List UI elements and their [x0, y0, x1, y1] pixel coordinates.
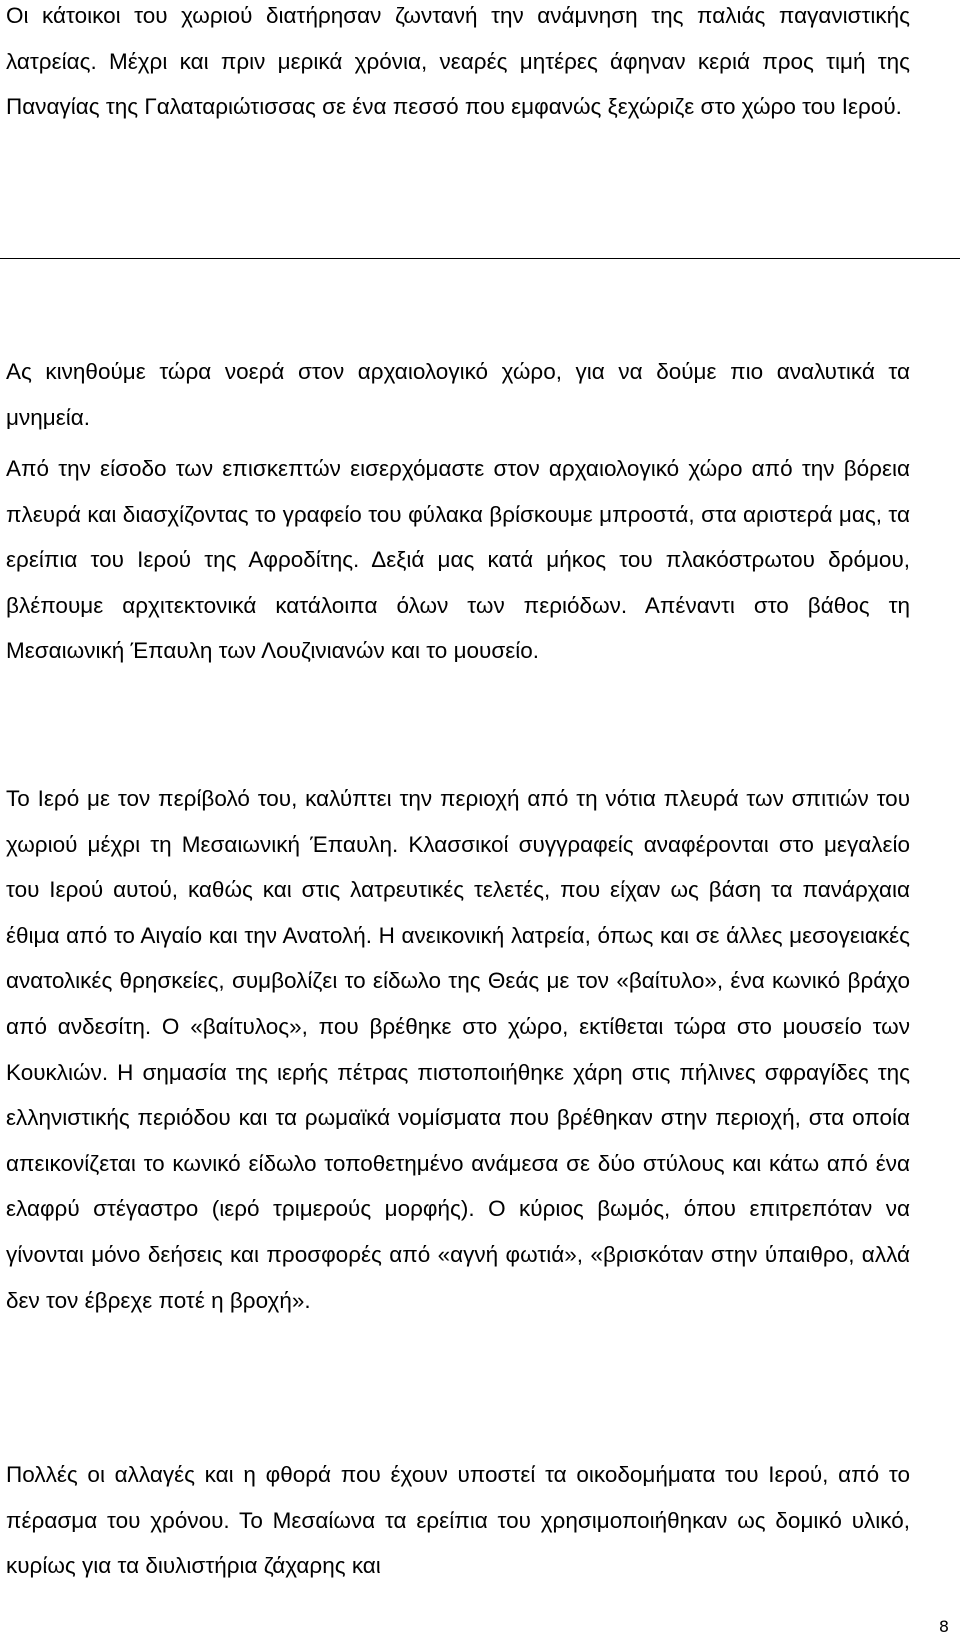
paragraph-site-entrance: Από την είσοδο των επισκεπτών εισερχόμαστε στον αρχαιολογικό χώρο από την βόρεια πλευρά και διασχίζοντας το γραφείο του φύλακα βρίσκουμε μπροστά, στα αριστερά μας, τα ερείπια του Ιερού της Αφροδίτης. Δεξιά μας κατά μήκος του πλακόστρωτου δρόμου, βλέπουμε αρχιτεκτονικά κατάλοιπα όλων των περιόδων. Απέναντι στο βάθος τη Μεσαιωνική Έπαυλη των Λουζινιανών και το μουσείο.: [6, 456, 910, 664]
paragraph-sanctuary-description: Το Ιερό με τον περίβολό του, καλύπτει την περιοχή από τη νότια πλευρά των σπιτιών του χωριού μέχρι τη Μεσαιωνική Έπαυλη. Κλασσικοί συγγραφείς αναφέρονται στο μεγαλείο του Ιερού αυτού, καθώς και στις λατρευτικές τελετές, που είχαν ως βάση τα πανάρχαια έθιμα από το Αιγαίο και την Ανατολή. Η ανεικονική λατρεία, όπως και σε άλλες μεσογειακές ανατολικές θρησκείες, συμβολίζει το είδωλο της Θεάς με τον «βαίτυλο», ένα κωνικό βράχο από ανδεσίτη. Ο «βαίτυλος», που βρέθηκε στο χώρο, εκτίθεται τώρα στο μουσείο των Κουκλιών. Η σημασία της ιερής πέτρας πιστοποιήθηκε χάρη στις πήλινες σφραγίδες της ελληνιστικής περιόδου και τα ρωμαϊκά νομίσματα που βρέθηκαν στην περιοχή, στα οποία απεικονίζεται το κωνικό είδωλο τοποθετημένο ανάμεσα σε δύο στύλους και κάτω από ένα ελαφρύ στέγαστρο (ιερό τριμερούς μορφής). Ο κύριος βωμός, όπου επιτρεπόταν να γίνονται μόνο δεήσεις και προσφορές από «αγνή φωτιά», «βρισκόταν στην ύπαιθρο, αλλά δεν τον έβρεχε ποτέ η βροχή».: [6, 786, 910, 1313]
horizontal-divider: [0, 258, 960, 259]
page-number: 8: [938, 1617, 949, 1636]
paragraph-archaeological-site-intro: Ας κινηθούμε τώρα νοερά στον αρχαιολογικό χώρο, για να δούμε πιο αναλυτικά τα μνημεία.: [6, 359, 910, 430]
paragraph-village-memory: Οι κάτοικοι του χωριού διατήρησαν ζωντανή την ανάμνηση της παλιάς παγανιστικής λατρείας. Μέχρι και πριν μερικά χρόνια, νεαρές μητέρες άφηναν κεριά προς τιμή της Παναγίας της Γαλαταριώτισσας σε ένα πεσσό που εμφανώς ξεχώριζε στο χώρο του Ιερού.: [6, 3, 910, 120]
paragraph-sanctuary-changes: Πολλές οι αλλαγές και η φθορά που έχουν υποστεί τα οικοδομήματα του Ιερού, από το πέρασμα του χρόνου. Το Μεσαίωνα τα ερείπια του χρησιμοποιήθηκαν ως δομικό υλικό, κυρίως για τα διυλιστήρια ζάχαρης και: [6, 1462, 910, 1579]
